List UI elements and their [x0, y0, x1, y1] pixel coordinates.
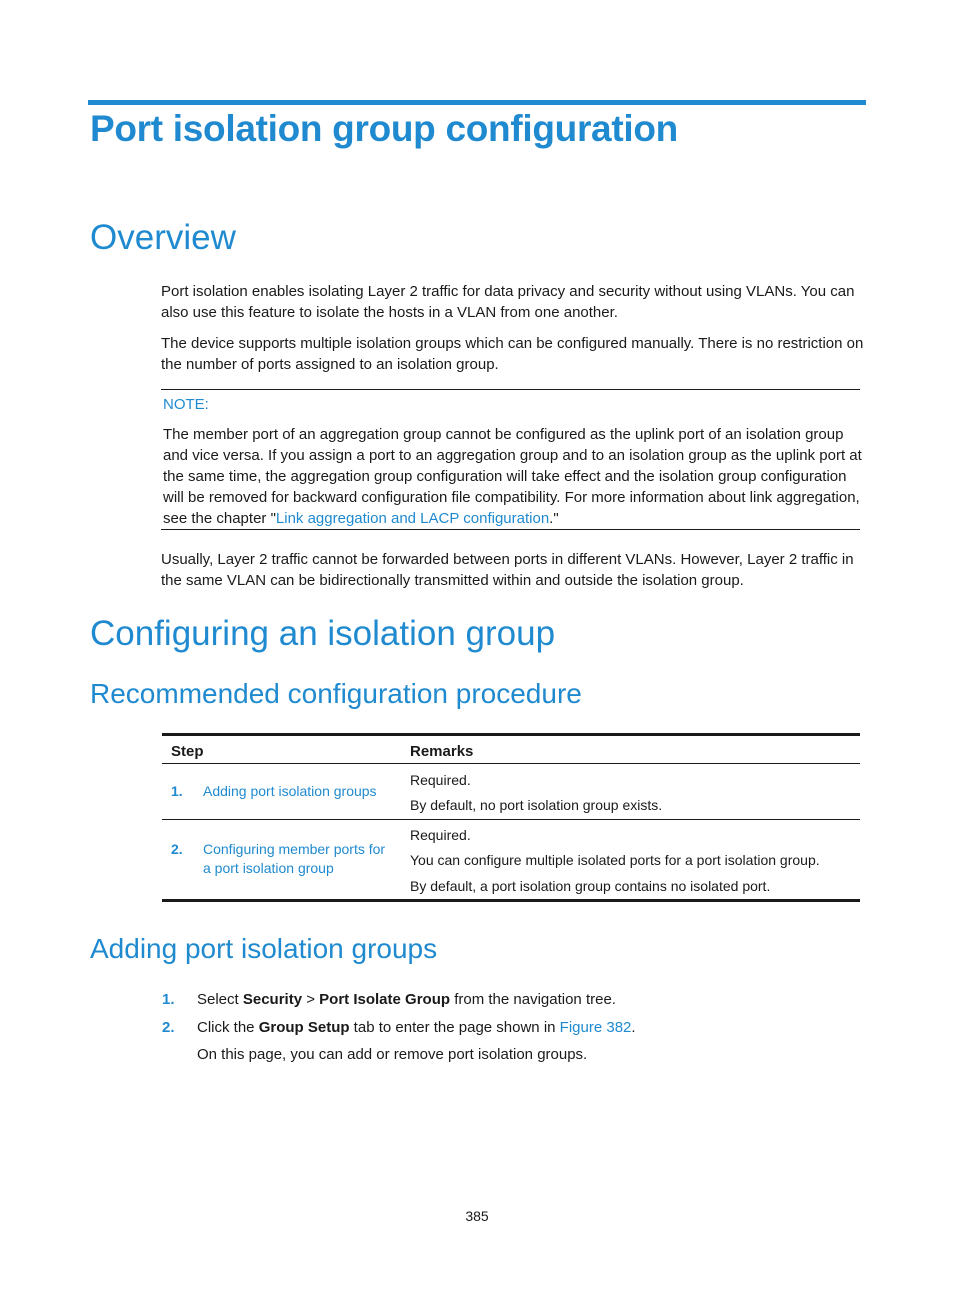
overview-paragraph-3: Usually, Layer 2 traffic cannot be forwarded between ports in different VLANs. However, Layer 2 traffic in the same VLAN can be bidirectionally transmitted within and outside the isolation group.: [161, 551, 854, 589]
table-row-1-remark-2: By default, no port isolation group exists.: [410, 797, 663, 813]
table-row-2-number: 2.: [171, 841, 183, 857]
step-2-text: [197, 1017, 636, 1038]
note-bottom-rule: [161, 529, 860, 530]
table-row-1-step-link[interactable]: Adding port isolation groups: [203, 783, 377, 799]
step-1-menu-security: Security: [242, 991, 303, 1008]
table-row-2-step-line-2[interactable]: a port isolation group: [203, 860, 334, 876]
recommended-heading: Recommended configuration procedure: [90, 678, 582, 709]
chapter-title: Port isolation group configuration: [90, 108, 678, 149]
step-2-number: 2.: [162, 1019, 175, 1036]
step-2-pre: Click the: [197, 1019, 259, 1036]
note-text: The member port of an aggregation group cannot be configured as the uplink port of an isolation group and vice versa. If you assign a port to an aggregation group and to an isolation group as the uplink port at the same time, the aggregation group configuration will take effect and the isolation group configuration will be removed for backward configuration file compatibility. For more information about link aggregation, see the chapter ": [163, 426, 862, 527]
note-link-aggregation[interactable]: Link aggregation and LACP configuration: [275, 510, 550, 527]
adding-followup-text: On this page, you can add or remove port isolation groups.: [197, 1046, 588, 1063]
note-top-rule: [161, 389, 860, 390]
adding-heading: Adding port isolation groups: [90, 933, 438, 964]
table-row-2-step-link[interactable]: [203, 840, 385, 878]
table-top-rule: [162, 733, 860, 736]
step-1-menu-port-isolate-group: Port Isolate Group: [319, 991, 451, 1008]
table-header-remarks: Remarks: [410, 743, 474, 760]
table-row-1-number: 1.: [171, 783, 183, 799]
configuring-heading: Configuring an isolation group: [90, 614, 556, 653]
table-row-2-remark-3: By default, a port isolation group contains no isolated port.: [410, 878, 771, 894]
step-2-figure-link[interactable]: Figure 382: [559, 1019, 632, 1036]
overview-paragraph-2: The device supports multiple isolation groups which can be configured manually. There is no restriction on the number of ports assigned to an isolation group.: [161, 335, 864, 373]
step-1-separator: >: [302, 991, 320, 1008]
step-2-tab-group-setup: Group Setup: [258, 1019, 350, 1036]
overview-paragraph-1: Port isolation enables isolating Layer 2 traffic for data privacy and security without using VLANs. You can also use this feature to isolate the hosts in a VLAN from one another.: [161, 283, 855, 321]
table-header-rule: [162, 763, 860, 764]
table-row-2-remark-1: Required.: [410, 827, 471, 843]
overview-heading: Overview: [90, 218, 236, 257]
table-row-2-remark-2: You can configure multiple isolated ports for a port isolation group.: [410, 852, 820, 868]
chapter-title-bar: [88, 100, 866, 105]
step-1-post: from the navigation tree.: [450, 991, 616, 1008]
table-bottom-rule: [162, 899, 860, 902]
note-body: [163, 424, 863, 529]
table-row-1-remark-1: Required.: [410, 772, 471, 788]
table-row-rule: [162, 819, 860, 820]
table-header-step: Step: [171, 743, 204, 760]
table-row-2-step-line-1[interactable]: Configuring member ports for: [203, 841, 386, 857]
note-text-end: .": [549, 510, 559, 527]
step-2-post: .: [631, 1019, 636, 1036]
step-1-text: [197, 989, 616, 1010]
step-2-mid: tab to enter the page shown in: [349, 1019, 560, 1036]
step-1-number: 1.: [162, 991, 175, 1008]
page-number: 385: [465, 1208, 489, 1224]
step-1-pre: Select: [197, 991, 243, 1008]
note-label: NOTE:: [163, 396, 209, 413]
